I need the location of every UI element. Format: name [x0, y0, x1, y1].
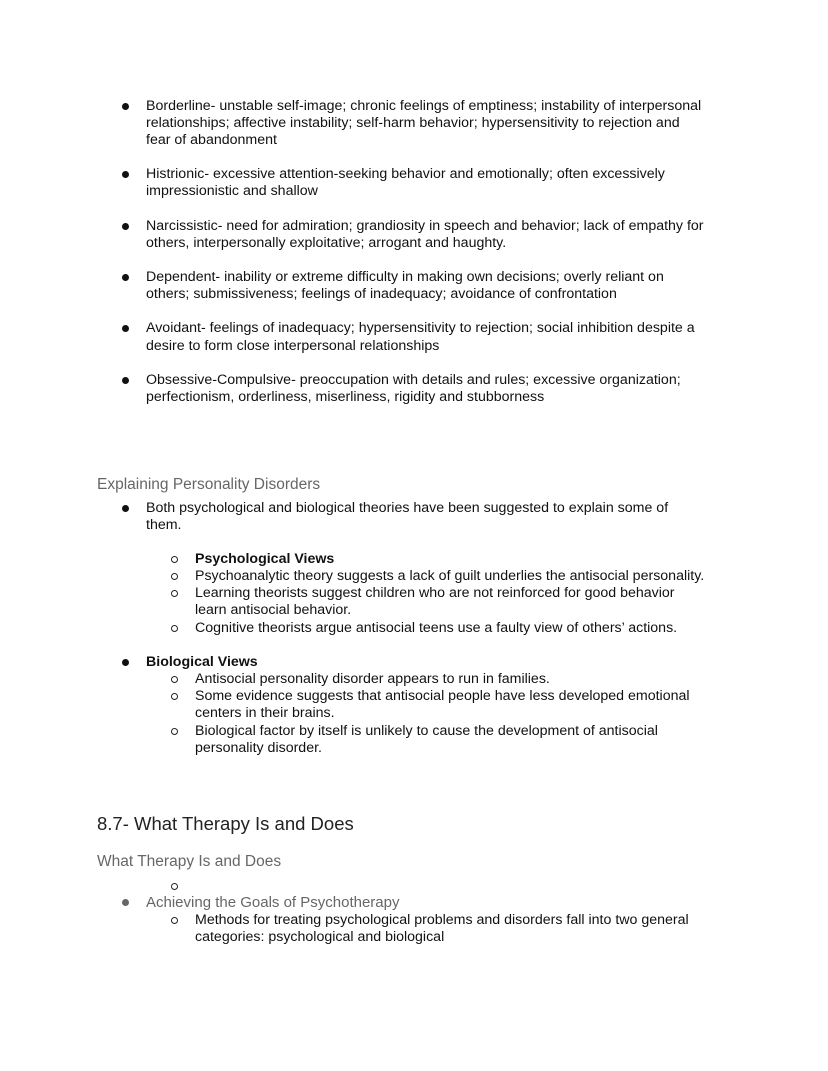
bullet-icon	[122, 505, 129, 512]
disorder-histrionic-line-1: Histrionic- excessive attention-seeking behavior and emotionally; often excessively	[146, 166, 665, 182]
hollow-bullet-icon	[171, 573, 178, 580]
bullet-icon	[122, 274, 129, 281]
disorder-histrionic-line-2: impressionistic and shallow	[146, 183, 318, 199]
bio-item-3-line-1: Biological factor by itself is unlikely to cause the development of antisocial	[195, 723, 658, 739]
goals-title: Achieving the Goals of Psychotherapy	[146, 894, 400, 911]
explaining-heading: Explaining Personality Disorders	[97, 476, 321, 493]
hollow-bullet-icon	[171, 693, 178, 700]
explaining-intro-line-2: them.	[146, 517, 182, 533]
hollow-bullet-icon	[171, 556, 178, 563]
goals-item-1-line-2: categories: psychological and biological	[195, 929, 445, 945]
bullet-icon	[122, 899, 129, 906]
hollow-bullet-icon	[171, 728, 178, 735]
therapy-subheading: What Therapy Is and Does	[97, 853, 282, 870]
bullet-icon	[122, 659, 129, 666]
disorder-avoidant-line-1: Avoidant- feelings of inadequacy; hypersensitivity to rejection; social inhibition despite a	[146, 320, 695, 336]
disorder-avoidant-line-2: desire to form close interpersonal relationships	[146, 338, 440, 354]
goals-item-1-line-1: Methods for treating psychological problems and disorders fall into two general	[195, 912, 689, 928]
psych-item-2-line-2: learn antisocial behavior.	[195, 602, 352, 618]
bio-item-2-line-1: Some evidence suggests that antisocial people have less developed emotional	[195, 688, 690, 704]
hollow-bullet-icon	[171, 625, 178, 632]
explaining-intro-line-1: Both psychological and biological theories have been suggested to explain some of	[146, 500, 669, 516]
bullet-icon	[122, 171, 129, 178]
bullet-icon	[122, 103, 129, 110]
bullet-icon	[122, 223, 129, 230]
bullet-icon	[122, 325, 129, 332]
hollow-bullet-icon	[171, 883, 178, 890]
psych-item-2-line-1: Learning theorists suggest children who are not reinforced for good behavior	[195, 585, 675, 601]
disorder-ocpd-line-2: perfectionism, orderliness, miserliness, rigidity and stubborness	[146, 389, 545, 405]
bio-item-1-line-1: Antisocial personality disorder appears to run in families.	[195, 671, 550, 687]
disorder-ocpd-line-1: Obsessive-Compulsive- preoccupation with details and rules; excessive organization;	[146, 372, 681, 388]
disorder-narcissistic-line-1: Narcissistic- need for admiration; grandiosity in speech and behavior; lack of empathy for	[146, 218, 704, 234]
section-title: 8.7- What Therapy Is and Does	[97, 813, 354, 834]
disorder-borderline-line-1: Borderline- unstable self-image; chronic feelings of emptiness; instability of interpersonal	[146, 98, 702, 114]
disorder-narcissistic-line-2: others, interpersonally exploitative; arrogant and haughty.	[146, 235, 507, 251]
bullet-icon	[122, 377, 129, 384]
psych-views-title: Psychological Views	[195, 551, 335, 567]
hollow-bullet-icon	[171, 590, 178, 597]
hollow-bullet-icon	[171, 676, 178, 683]
disorder-dependent-line-2: others; submissiveness; feelings of inadequacy; avoidance of confrontation	[146, 286, 617, 302]
psych-item-3-line-1: Cognitive theorists argue antisocial teens use a faulty view of others’ actions.	[195, 620, 678, 636]
bio-item-2-line-2: centers in their brains.	[195, 705, 335, 721]
psych-item-1-line-1: Psychoanalytic theory suggests a lack of guilt underlies the antisocial personality.	[195, 568, 705, 584]
disorder-dependent-line-1: Dependent- inability or extreme difficulty in making own decisions; overly reliant on	[146, 269, 664, 285]
disorder-borderline-line-3: fear of abandonment	[146, 132, 277, 148]
hollow-bullet-icon	[171, 917, 178, 924]
bio-item-3-line-2: personality disorder.	[195, 740, 322, 756]
disorder-borderline-line-2: relationships; affective instability; self-harm behavior; hypersensitivity to rejection and	[146, 115, 680, 131]
bio-views-title: Biological Views	[146, 654, 258, 670]
